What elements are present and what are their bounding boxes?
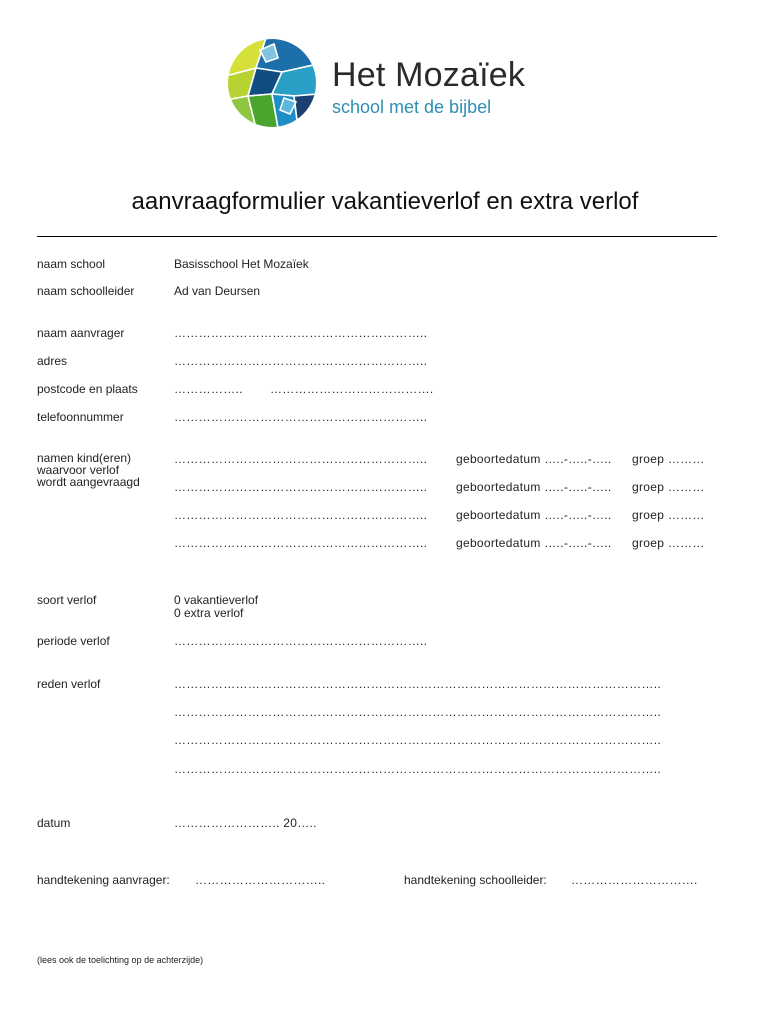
leave-option-vacation[interactable]: 0 vakantieverlof — [174, 593, 259, 607]
children-label-line: waarvoor verlof — [37, 463, 120, 477]
child-name-field[interactable]: …………………………………………………….. — [174, 508, 428, 522]
logo-subtitle: school met de bijbel — [332, 97, 492, 117]
applicant-label: naam aanvrager — [37, 326, 125, 340]
postcode-field[interactable]: …………….. — [174, 382, 243, 396]
child-name-field[interactable]: …………………………………………………….. — [174, 452, 428, 466]
date-label: datum — [37, 816, 71, 830]
child-name-field[interactable]: …………………………………………………….. — [174, 536, 428, 550]
leader-signature-field[interactable]: …………………………. — [571, 873, 698, 887]
postcode-label: postcode en plaats — [37, 382, 138, 396]
title-divider — [37, 236, 717, 237]
address-field[interactable]: …………………………………………………….. — [174, 354, 428, 368]
children-label-line: namen kind(eren) — [37, 451, 132, 465]
applicant-signature-field[interactable]: ………………………….. — [195, 873, 326, 887]
children-label — [37, 452, 140, 488]
children-label-line: wordt aangevraagd — [37, 475, 140, 489]
logo-name: Het Mozaïek — [332, 56, 526, 94]
school-value: Basisschool Het Mozaïek — [174, 257, 309, 271]
child-birthdate-field[interactable]: geboortedatum …..-…..-….. — [456, 508, 612, 522]
leader-signature-label: handtekening schoolleider: — [404, 873, 547, 887]
child-group-field[interactable]: groep ……… — [632, 508, 705, 522]
child-birthdate-field[interactable]: geboortedatum …..-…..-….. — [456, 536, 612, 550]
school-label: naam school — [37, 257, 106, 271]
leader-label: naam schoolleider — [37, 284, 135, 298]
leave-option-extra[interactable]: 0 extra verlof — [174, 606, 244, 620]
applicant-field[interactable]: …………………………………………………….. — [174, 326, 428, 340]
child-birthdate-field[interactable]: geboortedatum …..-…..-….. — [456, 452, 612, 466]
reason-line[interactable]: ……………………………………………………………………………………………………….. — [174, 733, 661, 747]
footnote: (lees ook de toelichting op de achterzijde) — [37, 955, 204, 965]
leader-value: Ad van Deursen — [174, 284, 261, 298]
phone-label: telefoonnummer — [37, 410, 124, 424]
period-field[interactable]: …………………………………………………….. — [174, 634, 428, 648]
reason-label: reden verlof — [37, 677, 101, 691]
date-field[interactable]: …………………….. 20….. — [174, 816, 317, 830]
mozaiek-logo — [226, 38, 318, 128]
city-field[interactable]: …………………………………. — [270, 382, 434, 396]
reason-line[interactable]: ……………………………………………………………………………………………………….. — [174, 762, 661, 776]
child-group-field[interactable]: groep ……… — [632, 536, 705, 550]
child-birthdate-field[interactable]: geboortedatum …..-…..-….. — [456, 480, 612, 494]
child-group-field[interactable]: groep ……… — [632, 452, 705, 466]
reason-line[interactable]: ……………………………………………………………………………………………………….. — [174, 705, 661, 719]
reason-line[interactable]: ……………………………………………………………………………………………………….. — [174, 677, 661, 691]
form-title: aanvraagformulier vakantieverlof en extra verlof — [131, 188, 639, 215]
phone-field[interactable]: …………………………………………………….. — [174, 410, 428, 424]
applicant-signature-label: handtekening aanvrager: — [37, 873, 170, 887]
child-group-field[interactable]: groep ……… — [632, 480, 705, 494]
address-label: adres — [37, 354, 68, 368]
child-name-field[interactable]: …………………………………………………….. — [174, 480, 428, 494]
leave-type-label: soort verlof — [37, 593, 97, 607]
period-label: periode verlof — [37, 634, 110, 648]
